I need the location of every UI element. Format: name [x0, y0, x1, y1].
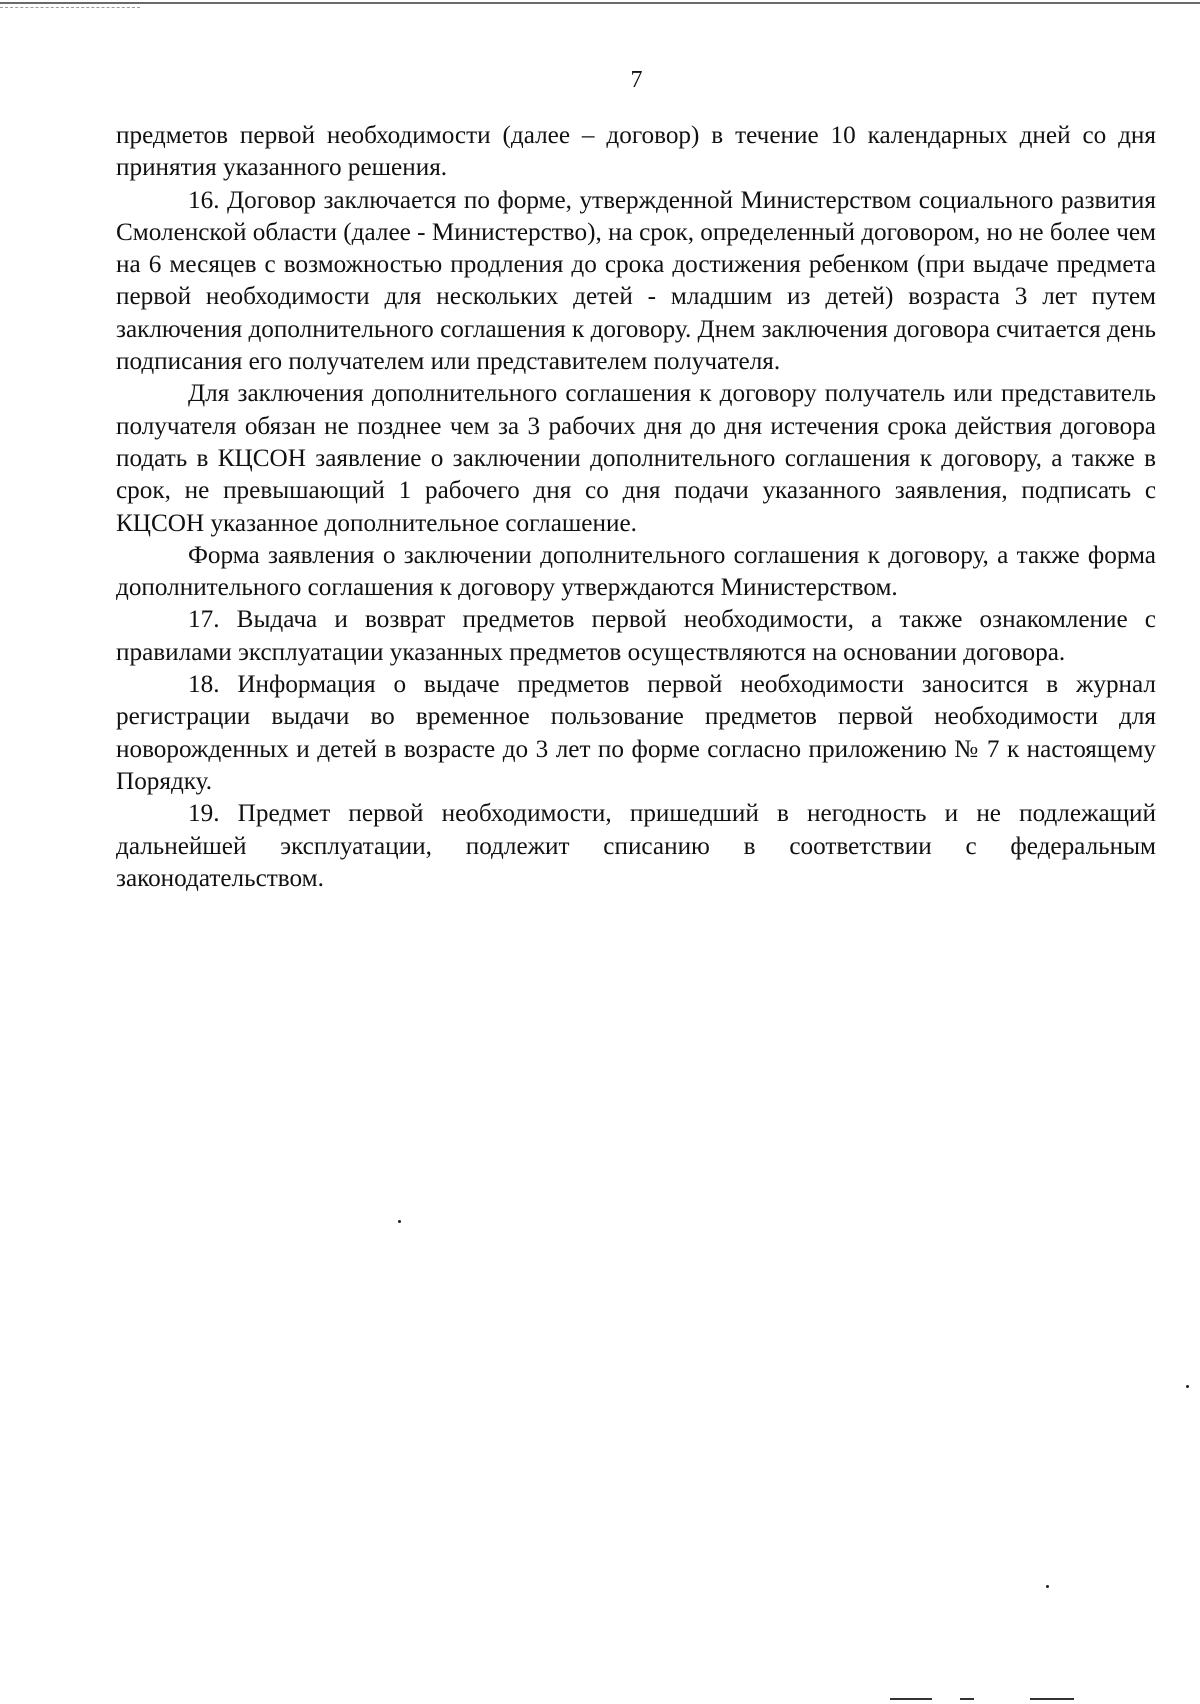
- scan-speck: [1046, 1585, 1049, 1588]
- scan-bottom-mark: [960, 1698, 974, 1700]
- document-body: [116, 120, 1156, 895]
- page-number: 7: [630, 67, 643, 93]
- scan-top-border-dash: [0, 7, 140, 8]
- scan-bottom-mark: [890, 1698, 932, 1700]
- paragraph-additional-agreement: Для заключения дополнительного соглашения к договору получатель или представитель получателя обязан не позднее чем за 3 рабочих дня до дня истечения срока действия договора подать в КЦСОН заявление о заключении дополнительного соглашения к договору, а также в срок, не превышающий 1 рабочего дня со дня подачи указанного заявления, подписать с КЦСОН указанное дополнительное соглашение.: [116, 380, 1156, 537]
- paragraph-continuation: предметов первой необходимости (далее – договор) в течение 10 календарных дней со дня принятия указанного решения.: [116, 122, 1156, 182]
- paragraph-application-form: Форма заявления о заключении дополнительного соглашения к договору, а также форма дополнительного соглашения к договору утверждаются Министерством.: [116, 541, 1156, 602]
- scan-bottom-mark: [1030, 1698, 1074, 1700]
- paragraph-clause-17: 17. Выдача и возврат предметов первой необходимости, а также ознакомление с правилами эксплуатации указанных предметов осуществляются на основании договора.: [116, 606, 1156, 666]
- paragraph-clause-18: 18. Информация о выдаче предметов первой необходимости заносится в журнал регистрации выдачи во временное пользование предметов первой необходимости для новорожденных и детей в возрасте до 3 лет по форме согласно приложению № 7 к настоящему Порядку.: [116, 671, 1156, 795]
- paragraph-clause-16: 16. Договор заключается по форме, утвержденной Министерством социального развития Смоленской области (далее - Министерство), на срок, определенный договором, но не более чем на 6 месяцев с возможностью продления до срока достижения ребенком (при выдаче предмета первой необходимости для нескольких детей - младшим из детей) возраста 3 лет путем заключения дополнительного соглашения к договору. Днем заключения договора считается день подписания его получателем или представителем получателя.: [116, 186, 1157, 376]
- scan-speck: [398, 1220, 401, 1223]
- paragraph-clause-19: 19. Предмет первой необходимости, пришедший в негодность и не подлежащий дальнейшей эксплуатации, подлежит списанию в соответствии с федеральным законодательством.: [116, 800, 1156, 892]
- scan-speck: [1186, 1385, 1189, 1388]
- scan-top-border: [0, 2, 1200, 4]
